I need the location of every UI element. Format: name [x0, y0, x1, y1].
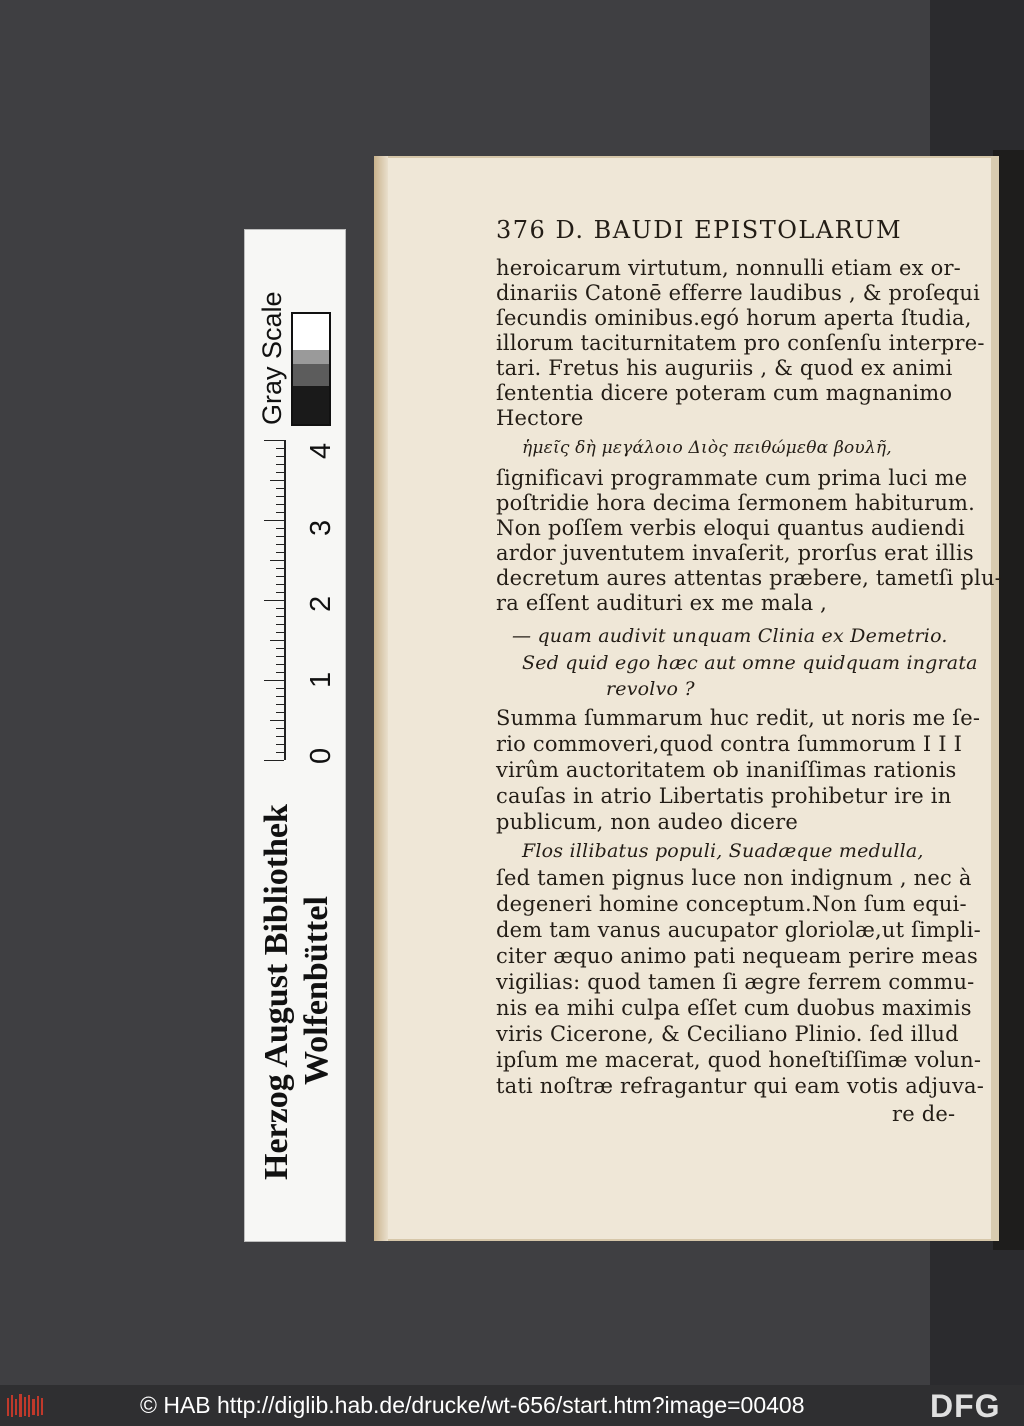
ruler-tick	[276, 672, 284, 673]
ruler-tick	[276, 704, 284, 705]
ruler-tick	[276, 448, 284, 449]
ruler-tick	[270, 480, 284, 481]
ruler-tick	[276, 512, 284, 513]
ruler-number-3: 3	[305, 519, 337, 536]
ruler-tick	[276, 696, 284, 697]
footer-bar	[0, 1385, 1024, 1426]
text-line: viris Cicerone, & Ceciliano Plinio. ſed illud	[496, 1022, 959, 1046]
running-header: 376 D. BAUDI EPISTOLARUM	[496, 216, 903, 244]
text-line: tari. Fretus his auguriis , & quod ex animi	[496, 356, 953, 380]
text-line: nis ea mihi culpa eſſet cum duobus maximis	[496, 996, 972, 1020]
ruler-tick	[276, 752, 284, 753]
ruler-tick	[276, 664, 284, 665]
page-edge-right	[991, 156, 999, 1241]
text-line: ra eſſent audituri ex me mala ,	[496, 591, 828, 615]
ruler-tick	[276, 496, 284, 497]
text-line: dem tam vanus aucupator gloriolæ,ut ſimpli-	[496, 918, 981, 942]
ruler-tick	[276, 624, 284, 625]
dfg-logo: DFG	[930, 1388, 1001, 1424]
ruler-number-1: 1	[305, 671, 337, 688]
ruler-tick	[276, 712, 284, 713]
ruler-tick	[276, 688, 284, 689]
institution-city: Wolfenbüttel	[298, 896, 335, 1085]
ruler-tick	[270, 640, 284, 641]
text-line: ſignificavi programmate cum prima luci me	[496, 466, 968, 490]
text-line: poſtridie hora decima ſermonem habiturum.	[496, 491, 976, 515]
ruler-tick	[276, 536, 284, 537]
verse-line: Flos illibatus populi, Suadæque medulla,	[522, 840, 924, 862]
ruler-tick	[264, 760, 284, 761]
text-line: Hectore	[496, 406, 584, 430]
ruler-tick	[276, 584, 284, 585]
page-edge	[374, 156, 388, 1241]
ruler-tick	[264, 440, 284, 441]
text-line: Non poſſem verbis eloqui quantus audiendi	[496, 516, 965, 540]
verse-line: — quam audivit unquam Clinia ex Demetrio.	[512, 625, 948, 647]
ruler-tick	[276, 648, 284, 649]
text-line: rio commoveri,quod contra ſummorum I I I	[496, 732, 963, 756]
ruler-baseline	[284, 440, 286, 760]
ruler-tick	[276, 472, 284, 473]
ruler-number-2: 2	[305, 595, 337, 612]
text-line: Summa ſummarum huc redit, ut noris me ſe-	[496, 706, 981, 730]
ruler-number-4: 4	[305, 442, 337, 459]
text-line: tati noſtræ refragantur qui eam votis adjuva-	[496, 1074, 985, 1098]
text-line: decretum aures attentas præbere, tametſi plu-	[496, 566, 1002, 590]
text-line: virûm auctoritatem ob inaniſſimas rationis	[496, 758, 957, 782]
text-line: degeneri homine conceptum.Non ſum equi-	[496, 892, 967, 916]
ruler-tick	[270, 560, 284, 561]
ruler-tick	[264, 680, 284, 681]
ruler-tick	[264, 520, 284, 521]
text-line: ipſum me macerat, quod honeſtiſſimæ volun-	[496, 1048, 982, 1072]
text-line: ſecundis ominibus.egó horum aperta ſtudia,	[496, 306, 972, 330]
text-line: ardor juventutem invaſerit, prorſus erat illis	[496, 541, 974, 565]
ruler-tick	[276, 504, 284, 505]
ruler-tick	[276, 592, 284, 593]
verse-line: Sed quid ego hæc aut omne quidquam ingrata	[522, 652, 978, 674]
greek-quotation: ἡμεῖς δὴ μεγάλοιο Διὸς πειθώμεθα βουλῆ,	[522, 438, 892, 458]
verse-line: revolvo ?	[606, 678, 695, 700]
institution-name: Herzog August Bibliothek	[258, 804, 295, 1180]
ruler-tick	[276, 608, 284, 609]
ruler-tick	[276, 576, 284, 577]
hab-barcode-logo-icon	[6, 1393, 44, 1419]
text-line: publicum, non audeo dicere	[496, 810, 799, 834]
text-line: illorum taciturnitatem pro conſenſu interpre-	[496, 331, 985, 355]
ruler-tick	[264, 600, 284, 601]
catchword: re de-	[892, 1102, 956, 1126]
ruler-tick	[276, 488, 284, 489]
ruler-tick	[276, 544, 284, 545]
grayscale-swatch	[291, 312, 331, 426]
text-line: heroicarum virtutum, nonnulli etiam ex or-	[496, 256, 961, 280]
ruler-tick	[276, 728, 284, 729]
ruler-number-0: 0	[305, 747, 337, 764]
text-line: vigilias: quod tamen ſi ægre ferrem commu-	[496, 970, 975, 994]
text-line: cauſas in atrio Libertatis prohibetur ire in	[496, 784, 952, 808]
ruler-tick	[276, 632, 284, 633]
ruler-tick	[276, 456, 284, 457]
ruler-tick	[276, 552, 284, 553]
text-line: ſententia dicere poteram cum magnanimo	[496, 381, 953, 405]
ruler-tick	[270, 720, 284, 721]
ruler-tick	[276, 528, 284, 529]
ruler-tick	[276, 736, 284, 737]
ruler-tick	[276, 744, 284, 745]
text-line: dinariis Catonē efferre laudibus , & proſequi	[496, 281, 981, 305]
ruler-tick	[276, 616, 284, 617]
text-line: citer æquo animo pati nequeam perire meas	[496, 944, 978, 968]
text-line: ſed tamen pignus luce non indignum , nec à	[496, 866, 972, 890]
ruler-tick	[276, 568, 284, 569]
grayscale-label: Gray Scale	[257, 291, 287, 425]
ruler-tick	[276, 464, 284, 465]
ruler-tick	[276, 656, 284, 657]
copyright-link[interactable]: © HAB http://diglib.hab.de/drucke/wt-656/start.htm?image=00408	[140, 1392, 805, 1418]
